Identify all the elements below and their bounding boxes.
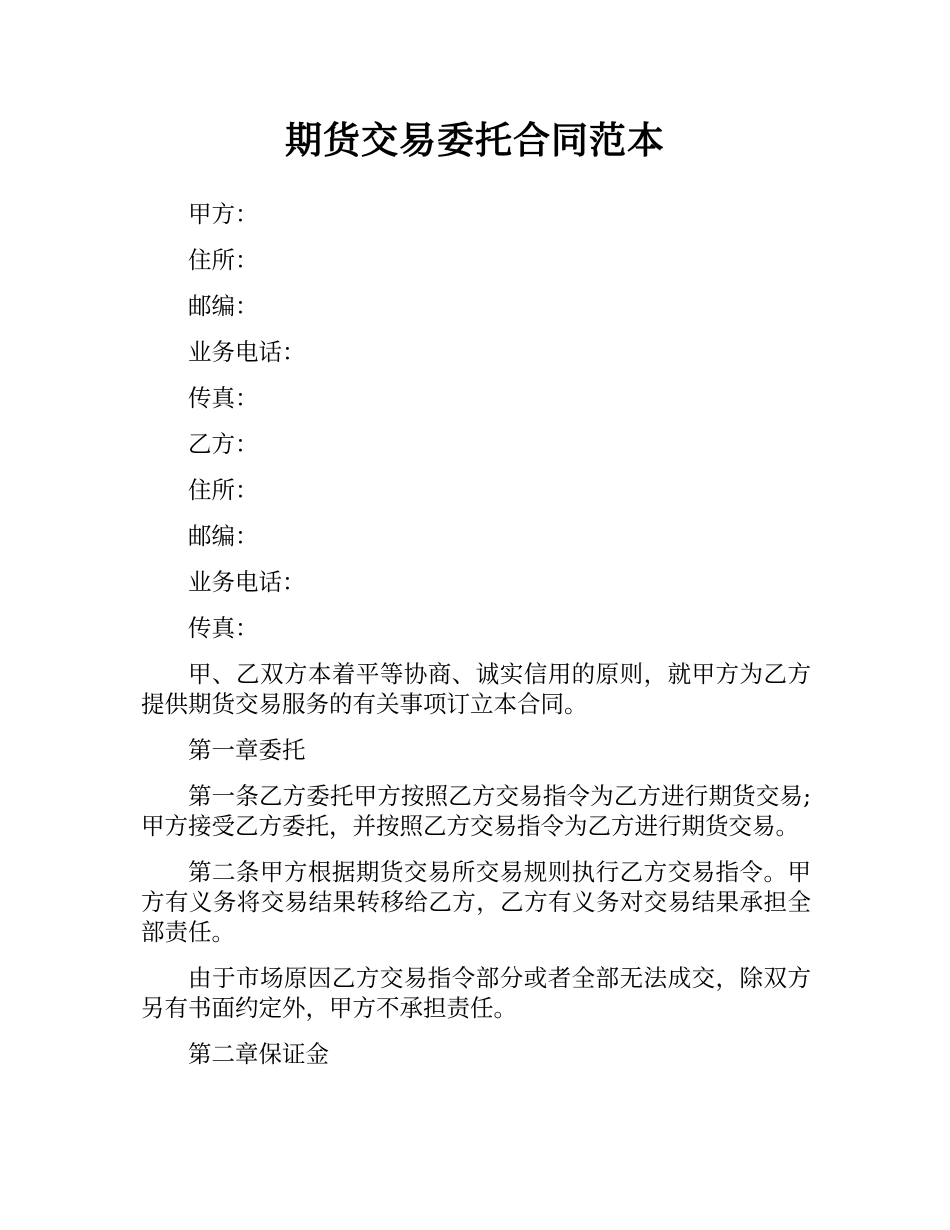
party-a-phone-label: 业务电话：: [188, 338, 306, 366]
party-a-label: 甲方：: [188, 200, 259, 228]
chapter-heading-1: 第一章委托: [188, 736, 306, 764]
chapter-heading-2: 第二章保证金: [188, 1040, 329, 1068]
article-2-paragraph: 第二条甲方根据期货交易所交易规则执行乙方交易指令。甲方有义务将交易结果转移给乙方，乙方有义务对交易结果承担全部责任。: [141, 858, 811, 946]
party-b-address-label: 住所：: [188, 476, 259, 504]
preamble-paragraph: 甲、乙双方本着平等协商、诚实信用的原则，就甲方为乙方提供期货交易服务的有关事项订立本合同。: [141, 660, 811, 718]
party-a-fax-label: 传真：: [188, 384, 259, 412]
party-b-phone-label: 业务电话：: [188, 568, 306, 596]
party-a-postcode-label: 邮编：: [188, 292, 259, 320]
party-a-address-label: 住所：: [188, 246, 259, 274]
article-1-paragraph: 第一条乙方委托甲方按照乙方交易指令为乙方进行期货交易;甲方接受乙方委托，并按照乙方交易指令为乙方进行期货交易。: [141, 782, 811, 840]
party-b-fax-label: 传真：: [188, 614, 259, 642]
party-b-label: 乙方：: [188, 430, 259, 458]
party-b-postcode-label: 邮编：: [188, 522, 259, 550]
document-title: 期货交易委托合同范本: [285, 119, 665, 162]
market-reason-paragraph: 由于市场原因乙方交易指令部分或者全部无法成交，除双方另有书面约定外，甲方不承担责任。: [141, 964, 811, 1022]
document-body: [141, 199, 811, 1085]
